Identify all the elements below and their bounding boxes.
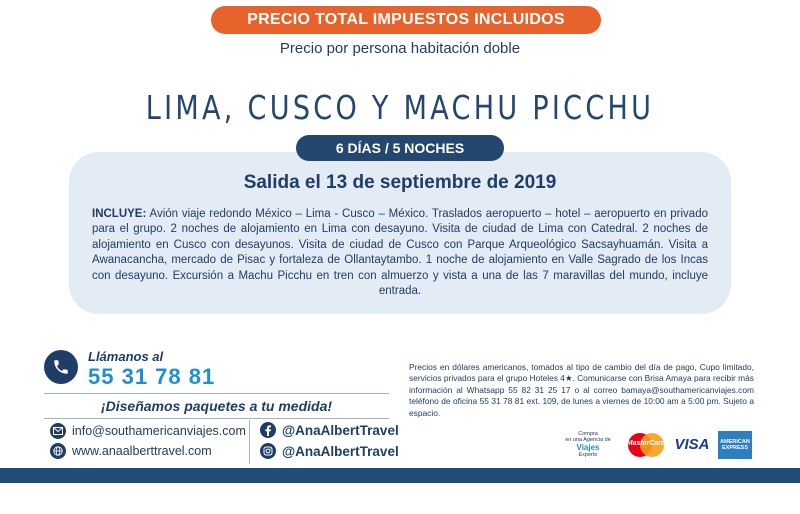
price-banner: PRECIO TOTAL IMPUESTOS INCLUIDOS [211,6,601,34]
divider [44,418,389,419]
agency-logo [562,431,614,457]
email-link[interactable]: info@southamericanviajes.com [72,424,246,438]
tour-title: LIMA, CUSCO Y MACHU PICCHU [145,88,655,127]
amex-line: AMERICAN [720,439,750,445]
amex-logo [718,431,752,459]
slogan: ¡Diseñamos paquetes a tu medida! [100,398,333,414]
price-subtitle: Precio por persona habitación doble [279,40,521,57]
includes-paragraph [92,207,708,299]
email-contact[interactable] [50,423,246,439]
agency-logo-line: en una Agencia de [565,436,611,443]
includes-label: INCLUYE: [92,208,147,220]
legal-disclaimer: Precios en dólares americanos, tomados al tipo de cambio del día de pago, Cupo limitado, servicios privados para el grupo Hoteles 4★. Comunicarse con Brisa Amaya para recibir más información al Whatsapp 55 82 31 25 17 o al correo bamaya@southamericanviajes.com teléfono de oficina 55 31 78 81 ext. 109, de lunes a viernes de 10:00 am a 5:00 pm. Sujeto a espacio. [409,362,754,418]
website-link[interactable]: www.anaalberttravel.com [72,444,212,458]
facebook-icon [260,422,276,438]
divider [44,393,389,394]
visa-wordmark: VISA [674,435,710,453]
facebook-contact[interactable] [260,422,399,438]
footer-bar [0,468,800,483]
duration-badge: 6 DÍAS / 5 NOCHES [296,135,504,161]
globe-icon [50,443,66,459]
includes-text: Avión viaje redondo México – Lima - Cusco – México. Traslados aeropuerto – hotel – aeropuerto en privado para el grupo. 2 noches de alojamiento en Lima con desayuno. Visita de ciudad de Lima con Catedral. 2 noches de alojamiento en Cusco con desayunos. Visita de ciudad de Cusco con Parque Arqueológico Sacsayhuamán. Visita a Awanacancha, mercado de Pisac y fortaleza de Ollantaytambo. 1 noche de alojamiento en Valle Sagrado de los Incas con desayuno. Excursión a Machu Picchu en tren con almuerzo y vista a una de las 7 maravillas del mundo, incluye entrada. [92,208,708,298]
call-label: Llámanos al [88,349,164,364]
mastercard-wordmark: MasterCard [626,440,666,447]
agency-logo-line: Compra [578,430,598,437]
instagram-contact[interactable] [260,443,399,459]
mastercard-logo [624,431,668,459]
facebook-handle[interactable]: @AnaAlbertTravel [282,422,399,438]
visa-logo [674,434,710,454]
instagram-handle[interactable]: @AnaAlbertTravel [282,443,399,459]
website-contact[interactable] [50,443,212,459]
mail-icon [50,423,66,439]
agency-logo-line: Viajes [576,442,600,452]
departure-date: Salida el 13 de septiembre de 2019 [243,172,557,193]
agency-logo-line: Experto [578,451,598,458]
phone-icon [44,350,78,384]
amex-line: EXPRESS [722,445,748,451]
divider [249,420,250,464]
phone-number[interactable]: 55 31 78 81 [88,364,216,389]
instagram-icon [260,443,276,459]
